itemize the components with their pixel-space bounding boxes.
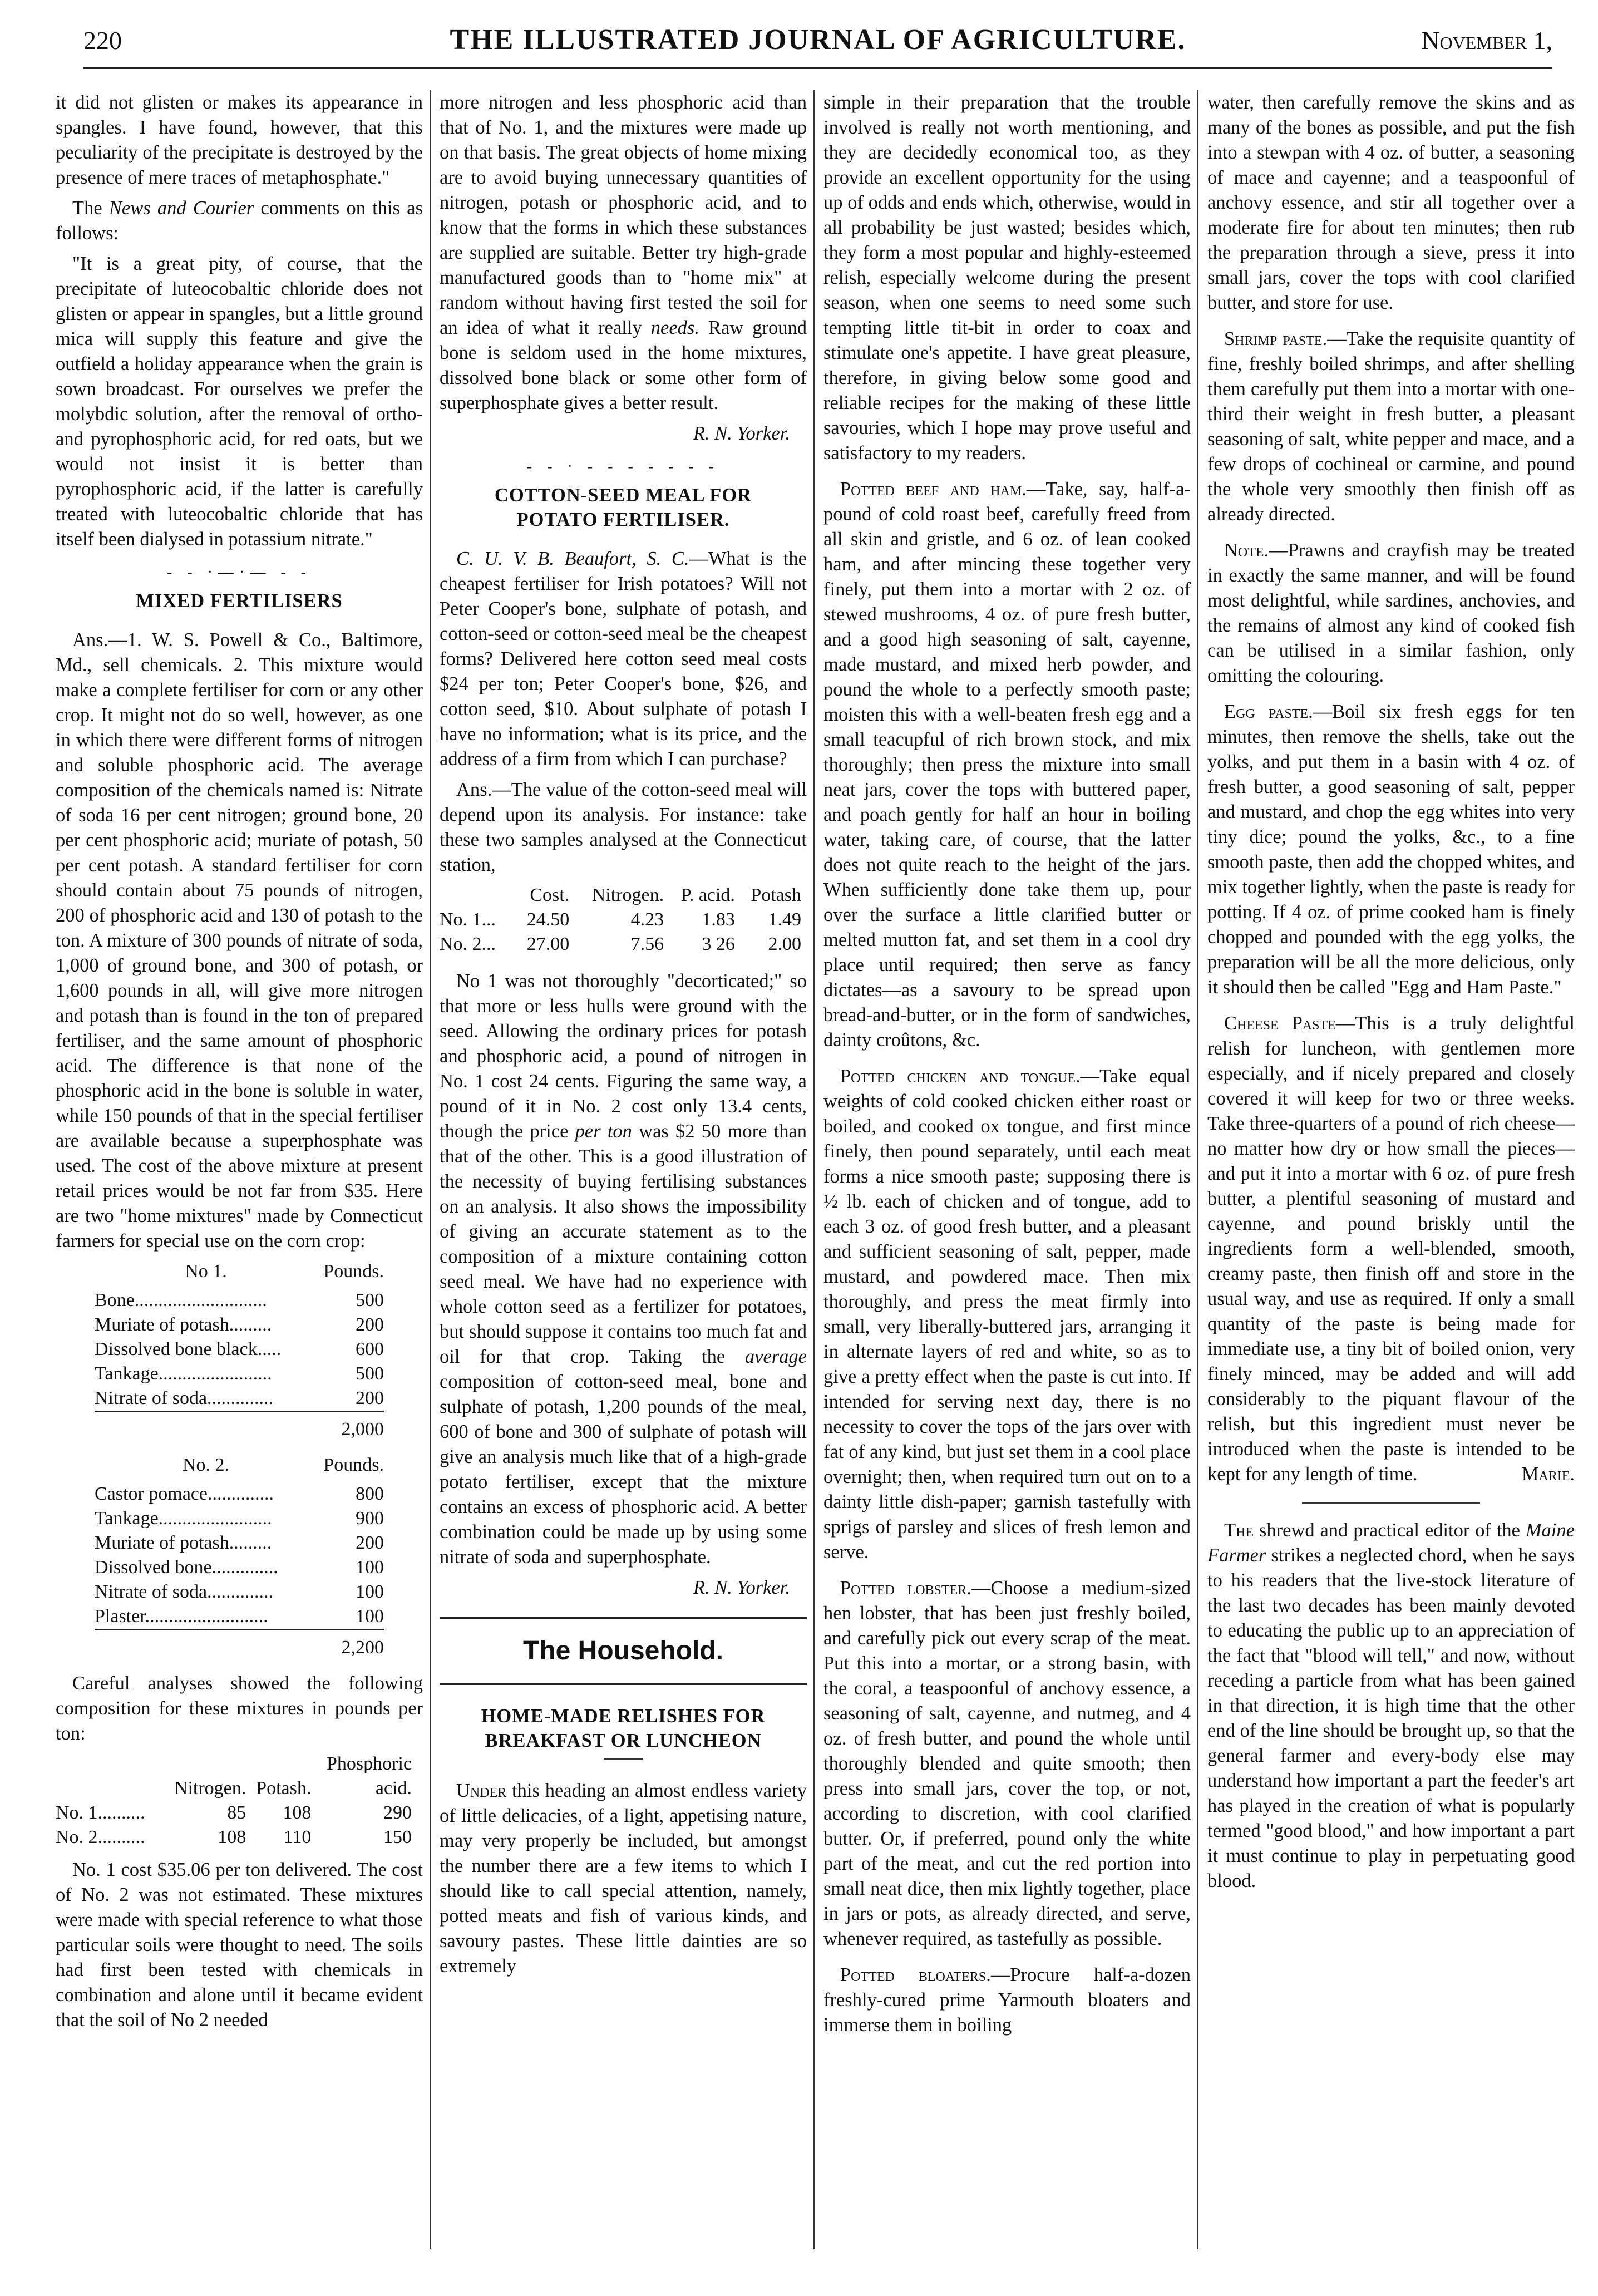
table-row: Plaster.......................... 100 (95, 1606, 384, 1627)
recipe: Egg paste.—Boil six fresh eggs for ten minutes, then remove the shells, take out the yolks, and put them in a basin with 4 oz. of fresh butter, a good seasoning of salt, pepper and mustard, and chop the egg whites into very tiny dice; pound the yolks, &c., to a fine smooth paste, then add the chopped whites, and mix together lightly, when the paste is ready for potting. If 4 oz. of prime cooked ham is finely chopped and pounded with the egg yolks, the preparation will be all the more delicious, only it should then be called "Egg and Ham Paste." (1207, 701, 1575, 998)
separator: - - ·—·— - - (167, 564, 312, 581)
table-row: Muriate of potash......... 200 (95, 1533, 384, 1553)
table-row: Nitrate of soda.............. 200 (95, 1388, 384, 1408)
issue-date: November 1, (1421, 26, 1552, 55)
short-rule (604, 1758, 643, 1760)
paragraph: water, then carefully remove the skins and as many of the bones as possible, and put the fish into a stewpan with 4 oz. of butter, a seasoning of mace and cayenne; and a teaspoonful of anchovy essence, and stir all together over a moderate fire for about ten minutes; then rub the preparation through a sieve, press it into small jars, cover the tops with cool clarified butter, and store for use. (1207, 92, 1575, 313)
table-total: 2,000 (317, 1411, 384, 1445)
article-heading: COTTON-SEED MEAL FOR POTATO FERTILISER. (494, 485, 752, 530)
separator-rule (1302, 1502, 1480, 1504)
mixture-table-no1: No 1. Pounds. Bone............................ 500 Muriate of potash......... 200 Dissolved bone black..... 600 Tankage........................ 500 Nitrate of soda.............. 200 2,000 (95, 1259, 384, 1445)
recipe: Potted beef and ham.—Take, say, half-a-pound of cold roast beef, carefully freed from all skin and gristle, and 6 oz. of lean cooked ham, and after mincing these together very finely, put them into a mortar with 2 oz. of stewed mushrooms, 4 oz. of pure fresh butter, and a good high seasoning of salt, cayenne, made mustard, and mixed herb powder, and pound the whole to a perfectly smooth paste; moisten this with a well-beaten fresh egg and a small teacupful of rich brown stock, and mix thoroughly; then press the mixture into small neat jars, cover the tops with buttered paper, and poach gently for half an hour in boiling water, taking care, of course, that the latter does not quite reach to the height of the jars. When sufficiently done take them up, pour over the surface a little clarified butter or melted mutton fat, and set them in a cool dry place until required; then serve as fancy dictates—as a savoury to be spread upon bread-and-butter, or in the form of sandwiches, dainty croûtons, &c. (823, 479, 1191, 1051)
analysis-table: Phosphoric Nitrogen. Potash. acid. No. 1.......... 85 108 290 No. 2.......... 108 110 150 (56, 1752, 412, 1850)
paragraph: Ans.—1. W. S. Powell & Co., Baltimore, Md., sell chemicals. 2. This mixture would make a complete fertiliser for corn or any other crop. It might not do so well, however, as one in which there were different forms of nitrogen and soluble phosphoric acid. The average composition of the chemicals named is: Nitrate of soda 16 per cent nitrogen; ground bone, 20 per cent phosphoric acid; muriate of potash, 50 per cent potash. A standard fertiliser for corn should contain about 75 pounds of nitrogen, 200 of phosphoric acid and 130 of potash to the ton. A mixture of 300 pounds of nitrate of soda, 1,000 of ground bone, and 300 of potash, or 1,600 pounds in all, will give more nitrogen and potash than is found in the ton of prepared fertiliser, and the same amount of phosphoric acid. The difference is that none of the phosphoric acid in the bone is soluble in water, while 150 pounds of that in the special fertiliser are available because a superphosphate was used. The cost of the above mixture at present retail prices would be not far from $35. Here are two "home mixtures" made by Connecticut farmers for special use on the corn crop: (56, 629, 423, 1252)
recipe-note: Note.—Prawns and crayfish may be treated in exactly the same manner, and will be found most delightful, while sardines, anchovies, and the remains of almost any kind of cooked fish can be utilised in a similar fashion, only omitting the colouring. (1207, 540, 1575, 686)
paragraph: simple in their preparation that the trouble involved is really not worth mentioning, and they are decidedly economical too, as they provide an excellent opportunity for the using up of odds and ends which, otherwise, would in all probability be just wasted; besides which, they form a most popular and highly-esteemed relish, especially welcome during the present season, when one seems to need some such tempting little tit-bit in order to coax and stimulate one's appetite. I have great pleasure, therefore, in giving below some good and reliable recipes for the making of these little savouries, which I hope may prove useful and satisfactory to my readers. (823, 92, 1191, 464)
quotation: "It is a great pity, of course, that the precipitate of luteocobaltic chloride does not glisten or appear in spangles, but a little ground mica will supply this feature and give the outfield a holiday appearance when the grain is sown broadcast. For ourselves we prefer the molybdic solution, after the removal of ortho-and pyrophosphoric acid, for red oats, but we would not insist it is better than pyrophosphoric acid, if the latter is carefully treated with luteocobaltic chloride that has itself been dialysed in potassium nitrate." (56, 253, 423, 550)
column-1 (56, 90, 423, 2249)
cotton-seed-table: Cost. Nitrogen. P. acid. Potash No. 1... 24.50 4.23 1.83 1.49 No. 2... 27.00 7.56 3 26 2.00 (440, 883, 801, 957)
article-heading: HOME-MADE RELISHES FOR BREAKFAST OR LUNCHEON (481, 1706, 766, 1751)
article-heading: MIXED FERTILISERS (136, 590, 343, 612)
paragraph: Ans.—The value of the cotton-seed meal will depend upon its analysis. For instance: take these two samples analysed at the Connecticut station, (440, 779, 807, 875)
author-signature: Marie. (1521, 1464, 1575, 1485)
mixture-table-no2: No. 2. Pounds. Castor pomace.............. 800 Tankage........................ 900 Muriate of potash......... 200 Dissolved bone.............. 100 Nitrate of soda.............. 100 Plaster.......................... 100 2,200 (95, 1453, 384, 1663)
paragraph: No 1 was not thoroughly "decorticated;" so that more or less hulls were ground with the seed. Allowing the ordinary prices for potash and phosphoric acid, a pound of nitrogen in No. 1 cost 24 cents. Figuring the same way, a pound of it in No. 2 cost only 13.4 cents, though the price per ton was $2 50 more than that of the other. This is a good illustration of the necessity of buying fertilising substances on an analysis. It also shows the impossibility of giving an accurate statement as to the composition of a mixture containing cotton seed meal. We have had no experience with whole cotton seed as a fertilizer for potatoes, but should suppose it contains too much fat and oil for that crop. Taking the average composition of cotton-seed meal, bone and sulphate of potash, 1,200 pounds of the meal, 600 of bone and 300 of sulphate of potash will give an analysis much like that of a high-grade potato fertiliser, except that the mixture contains an excess of phosphoric acid. A better combination could be made up by using some nitrate of soda and superphosphate. (440, 970, 807, 1568)
signature: R. N. Yorker. (693, 1577, 790, 1598)
table-row: Bone............................ 500 (95, 1290, 384, 1310)
table-row: No. 1... 24.50 4.23 1.83 1.49 (440, 909, 801, 930)
page-header (83, 22, 1552, 69)
recipe: Potted lobster.—Choose a medium-sized hen lobster, that has been just freshly boiled, and carefully pick out every scrap of the meat. Put this into a mortar, or a strong basin, with the coral, a teaspoonful of anchovy essence, a seasoning of salt, cayenne, and nutmeg, and 4 oz. of fresh butter, and pound the whole until thoroughly blended and quite smooth; then press into small jars, cover the top, or not, according to discretion, with cool clarified butter. Or, if preferred, pound only the white part of the meat, and cut the red portion into small neat dice, then mix lightly together, place in jars or pots, as already directed, and serve, whenever required, as tastefully as possible. (823, 1578, 1191, 1949)
table-row: Muriate of potash......... 200 (95, 1314, 384, 1335)
paragraph: The News and Courier comments on this as follows: (56, 198, 423, 244)
table-row: Dissolved bone.............. 100 (95, 1557, 384, 1578)
paragraph: The shrewd and practical editor of the Maine Farmer strikes a neglected chord, when he says to his readers that the live-stock literature of the last two decades has been mainly devoted to educating the public up to an appreciation of the fact that "blood will tell," and now, without receding a particle from what has been gained in that direction, it is high time that the other end of the line should be brought up, so that the general farmer and every-body else may understand how important a part the feeder's art has played in the creation of what is popularly termed "good blood," and how important a part it must continue to play in perpetuating good blood. (1207, 1520, 1575, 1891)
signature: R. N. Yorker. (693, 423, 790, 444)
paragraph: C. U. V. B. Beaufort, S. C.—What is the cheapest fertiliser for Irish potatoes? Will not Peter Cooper's bone, sulphate of potash, and cotton-seed or cotton-seed meal be the cheapest forms? Delivered here cotton seed meal costs $24 per ton; Peter Cooper's bone, $26, and cotton seed, $10. About sulphate of potash I have no information; what is its price, and the address of a firm from which I can purchase? (440, 548, 807, 770)
paragraph: No. 1 cost $35.06 per ton delivered. The cost of No. 2 was not estimated. These mixtures were made with special reference to what those particular soils were thought to need. The soils had first been tested with chemicals in combination and alone until it became evident that the soil of No 2 needed (56, 1859, 423, 2031)
recipe: Potted chicken and tongue.—Take equal weights of cold cooked chicken either roast or boiled, and cooked ox tongue, and first mince finely, then pound separately, until each meat forms a nice smooth paste; supposing there is ½ lb. each of chicken and of tongue, add to each 3 oz. of good fresh butter, and a pleasant and sufficient seasoning of salt, pepper, made mustard, and powdered mace. Then mix thoroughly, and press the meat firmly into small, very liberally-buttered jars, arranging it in alternate layers of red and white, so as to give a pretty effect when the paste is cut into. If intended for serving next day, there is no necessity to cover the tops of the jars over with fat of any kind, but just set them in a cool place overnight; then, when required turn out on to a dainty little dish-paper; garnish tastefully with sprigs of parsley and slices of fresh lemon and serve. (823, 1066, 1191, 1563)
paragraph: Under this heading an almost endless variety of little delicacies, of a light, appetising nature, may very properly be included, but amongst the number there are a few items to which I should like to call special attention, namely, potted meats and fish of various kinds, and savoury pastes. These little dainties are so extremely (440, 1780, 807, 1977)
paragraph: it did not glisten or makes its appearance in spangles. I have found, however, that this peculiarity of the precipitate is destroyed by the presence of mere traces of metaphosphate." (56, 92, 423, 188)
table-row: Nitrate of soda.............. 100 (95, 1581, 384, 1602)
page-number: 220 (83, 26, 122, 55)
recipe: Shrimp paste.—Take the requisite quantity of fine, freshly boiled shrimps, and after shelling them carefully put them into a mortar with one-third their weight in fresh butter, a pleasant seasoning of salt, white pepper and mace, and a few drops of cochineal or carmine, and pound the whole very smoothly then finish off as already directed. (1207, 328, 1575, 525)
table-row: Dissolved bone black..... 600 (95, 1339, 384, 1359)
column-3 (823, 90, 1191, 2249)
table-row: No. 2... 27.00 7.56 3 26 2.00 (440, 934, 801, 954)
section-title: The Household. (440, 1617, 807, 1685)
column-rule (813, 90, 815, 2249)
column-2 (440, 90, 807, 2249)
column-4 (1207, 90, 1575, 2249)
table-row: Tankage........................ 500 (95, 1363, 384, 1384)
paragraph: more nitrogen and less phosphoric acid than that of No. 1, and the mixtures were made up on that basis. The great objects of home mixing are to avoid buying unnecessary quantities of nitrogen, potash or phosphoric acid, and to know that the forms in which these substances are supplied are suitable. Better try high-grade manufactured goods than to "home mix" at random without having first tested the soil for an idea of what it really needs. Raw ground bone is seldom used in the home mixtures, dissolved bone black or some other form of superphosphate gives a better result. (440, 92, 807, 413)
column-rule (1197, 90, 1198, 2249)
table-total: 2,200 (317, 1629, 384, 1663)
table-row: No. 1.......... 85 108 290 (56, 1802, 412, 1823)
table-row: No. 2.......... 108 110 150 (56, 1827, 412, 1847)
recipe: Cheese Paste—This is a truly delightful relish for luncheon, with gentlemen more especially, and if nicely prepared and closely covered it will keep for two or three weeks. Take three-quarters of a pound of rich cheese—no matter how dry or how small the pieces—and put it into a mortar with 6 oz. of pure fresh butter, a plentiful seasoning of mustard and cayenne, and pound briskly until the ingredients form a well-blended, smooth, creamy paste, then finish off and store in the usual way, and use as required. If only a small quantity of the paste is being made for immediate use, a tiny bit of boiled onion, very finely minced, may be added and will add considerably to the piquant flavour of the relish, but this ingredient must never be introduced when the paste is intended to be kept for any length of time. Marie. (1207, 1011, 1575, 1487)
table-row: Castor pomace.............. 800 (95, 1484, 384, 1504)
column-rule (430, 90, 431, 2249)
journal-title: THE ILLUSTRATED JOURNAL OF AGRICULTURE. (450, 24, 1186, 56)
separator: - - · - - - - - - - (526, 458, 720, 475)
table-row: Tankage........................ 900 (95, 1508, 384, 1529)
recipe: Potted bloaters.—Procure half-a-dozen freshly-cured prime Yarmouth bloaters and immerse them in boiling (823, 1964, 1191, 2036)
paragraph: Careful analyses showed the following composition for these mixtures in pounds per ton: (56, 1673, 423, 1744)
